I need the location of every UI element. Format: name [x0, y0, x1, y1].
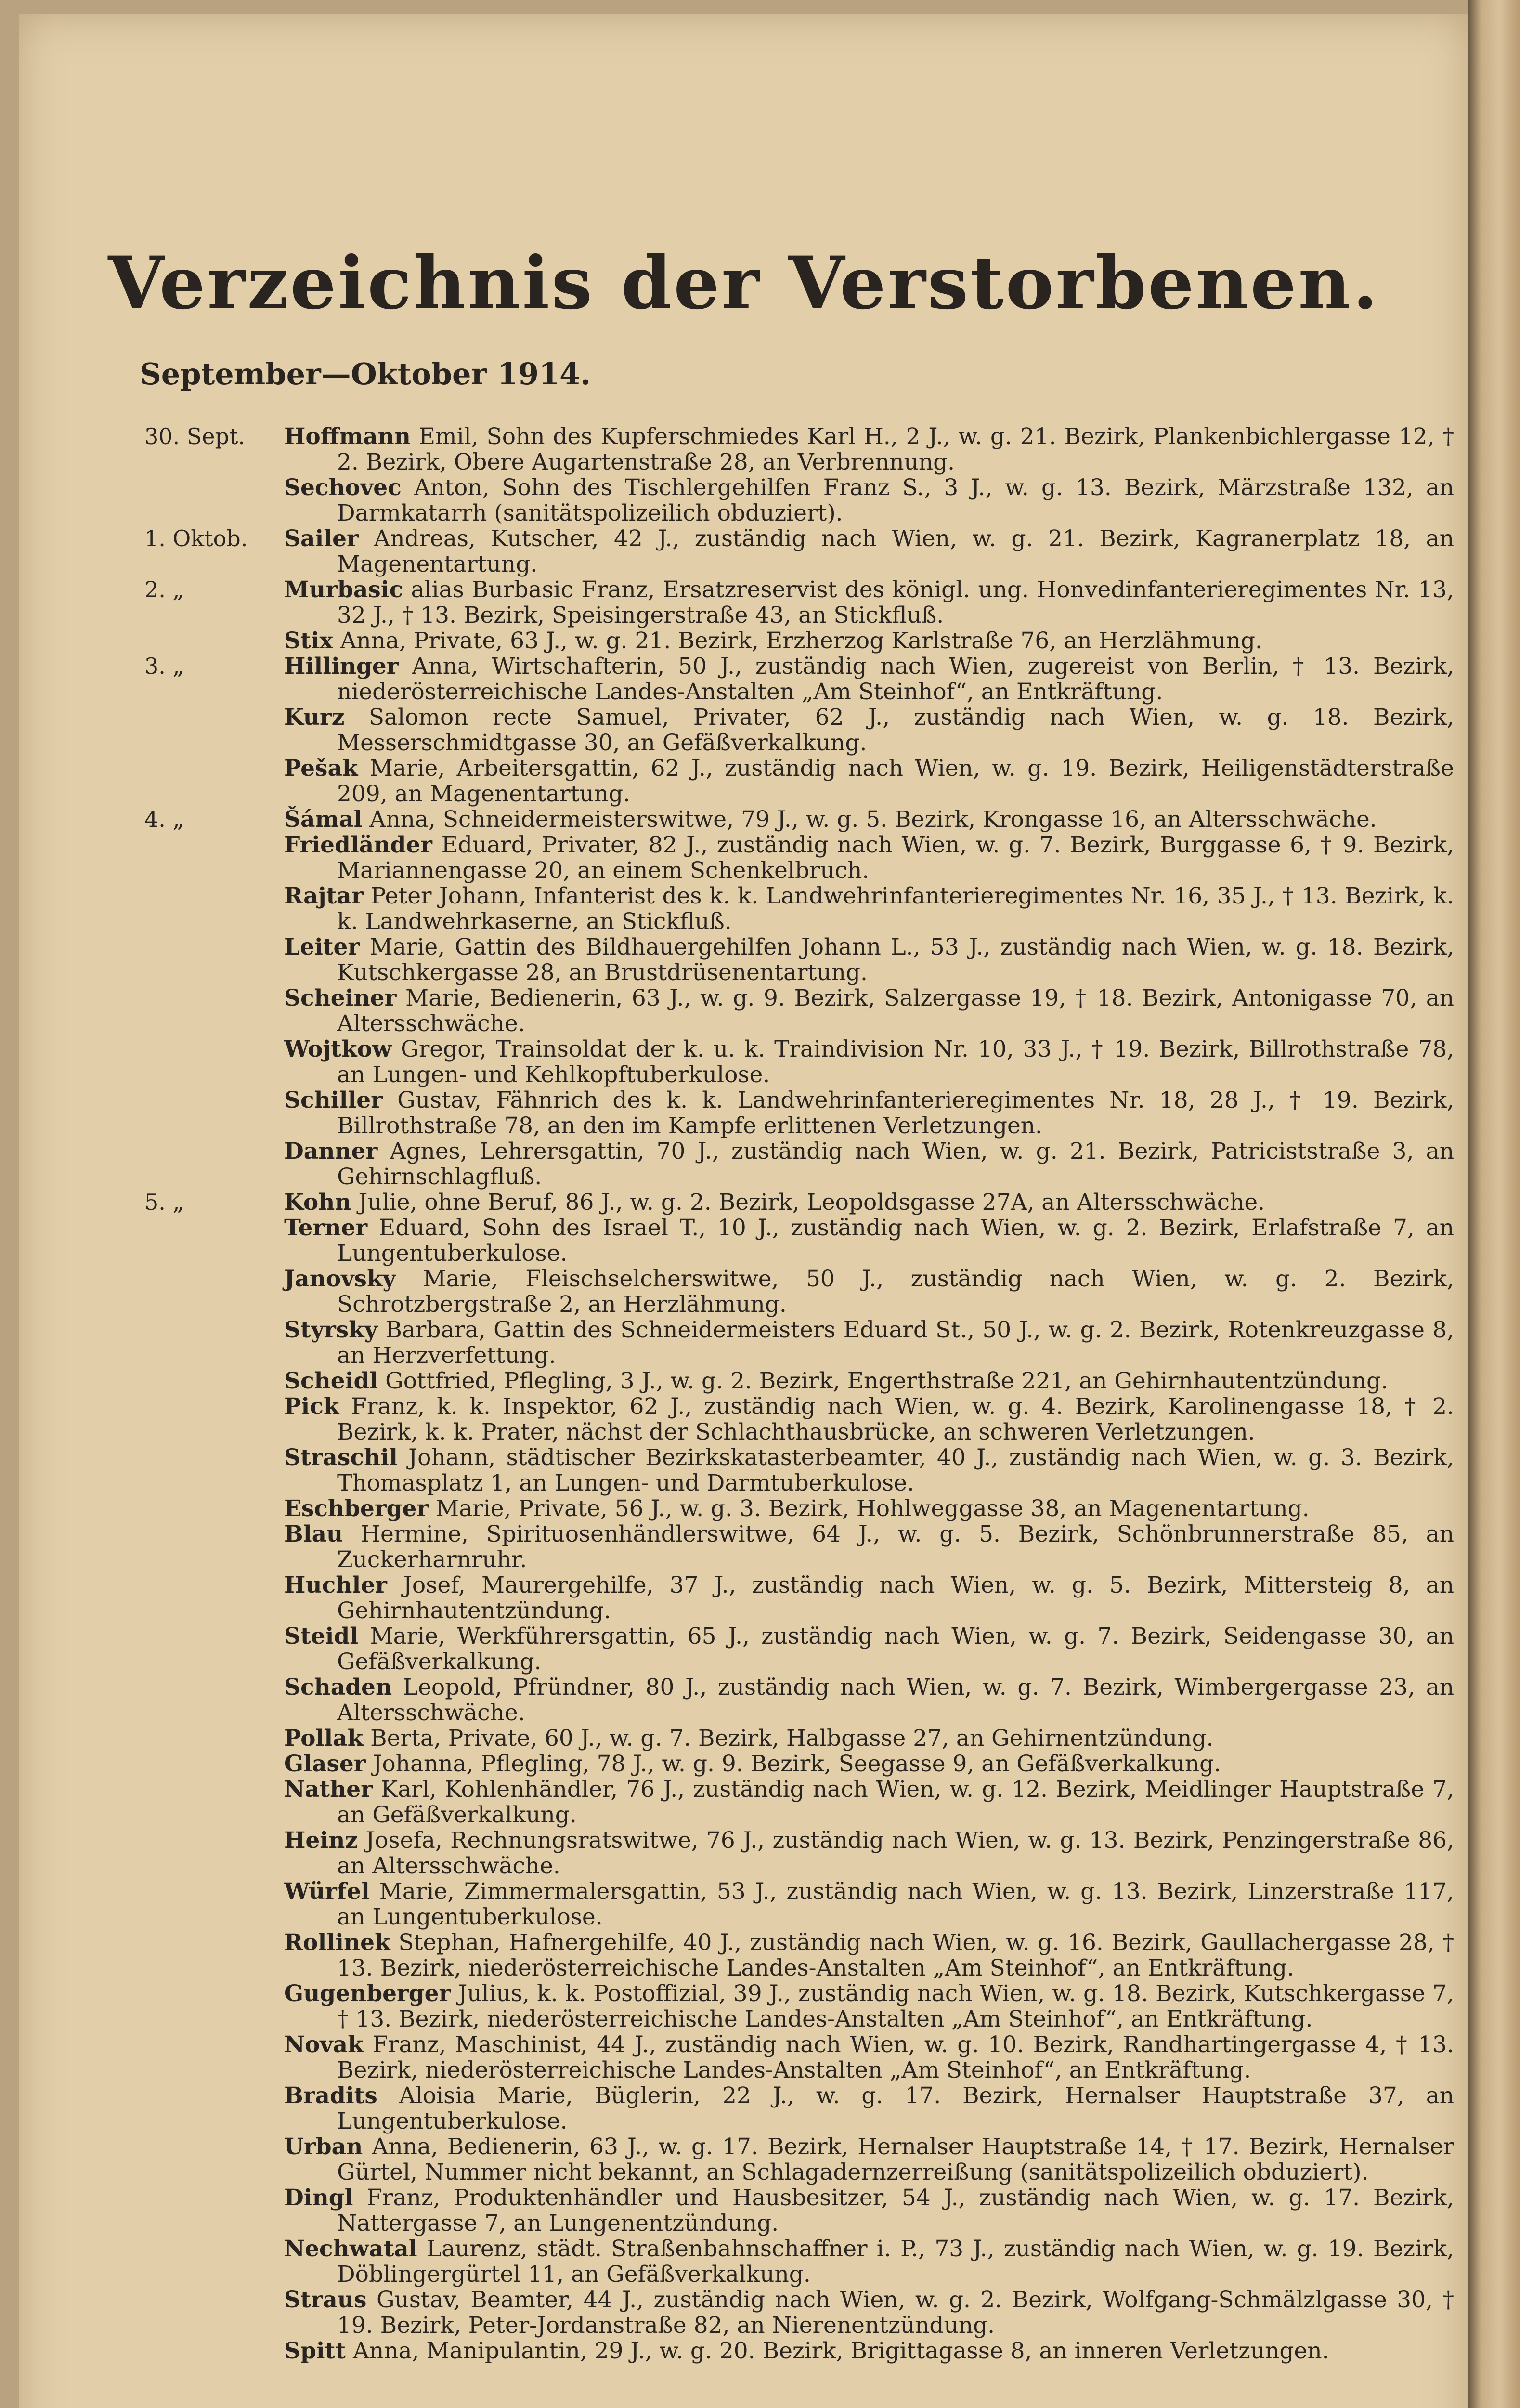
entry-details: Agnes, Lehrersgattin, 70 J., zuständig nach Wien, w. g. 21. Bezirk, Patriciststraße 3, an Gehirnschlagfluß. — [337, 1138, 1454, 1190]
list-item — [140, 832, 1454, 883]
entry-date: 4. „ — [144, 806, 184, 832]
entry-name: Kohn — [284, 1189, 351, 1216]
entry-details: Berta, Private, 60 J., w. g. 7. Bezirk, Halbgasse 27, an Gehirnentzündung. — [370, 1725, 1214, 1752]
entry-details: Andreas, Kutscher, 42 J., zuständig nach Wien, w. g. 21. Bezirk, Kagranerplatz 18, an Magenentartung. — [337, 525, 1454, 577]
list-item — [140, 654, 1454, 705]
list-item — [140, 807, 1454, 832]
entry-text — [284, 424, 1454, 475]
entry-name: Pick — [284, 1393, 339, 1420]
entry-text — [284, 1496, 1454, 1521]
entry-name: Terner — [284, 1215, 368, 1241]
list-item — [140, 2134, 1454, 2185]
entry-text — [284, 1139, 1454, 1190]
entry-name: Schaden — [284, 1674, 392, 1701]
list-item — [140, 2338, 1454, 2364]
list-item — [140, 1828, 1454, 1879]
entry-text — [284, 1879, 1454, 1930]
entry-details: Gottfried, Pflegling, 3 J., w. g. 2. Bezirk, Engerthstraße 221, an Gehirnhautentzündung. — [385, 1368, 1389, 1394]
entry-text — [284, 1087, 1454, 1139]
entry-name: Straus — [284, 2287, 367, 2313]
entry-date: 3. „ — [144, 653, 184, 679]
entry-text — [284, 883, 1454, 934]
list-item — [140, 2287, 1454, 2338]
list-item — [140, 1087, 1454, 1139]
entry-details: Gustav, Fähnrich des k. k. Landwehrinfanterieregimentes Nr. 18, 28 J., † 19. Bezirk, Billrothstraße 78, an den im Kampfe erlittenen Verletzungen. — [337, 1087, 1454, 1139]
entry-details: Salomon recte Samuel, Privater, 62 J., zuständig nach Wien, w. g. 18. Bezirk, Messerschmidtgasse 30, an Gefäßverkalkung. — [337, 704, 1454, 756]
entry-name: Würfel — [284, 1878, 370, 1905]
list-item — [140, 2032, 1454, 2083]
entry-details: Marie, Fleischselcherswitwe, 50 J., zuständig nach Wien, w. g. 2. Bezirk, Schrotzbergstraße 2, an Herzlähmung. — [337, 1266, 1454, 1318]
list-item — [140, 1726, 1454, 1751]
entry-name: Murbasic — [284, 576, 403, 603]
entry-details: Emil, Sohn des Kupferschmiedes Karl H., 2 J., w. g. 21. Bezirk, Plankenbichlergasse 12, † 2. Bezirk, Obere Augartenstraße 28, an Verbrennung. — [337, 423, 1454, 475]
list-item — [140, 1394, 1454, 1445]
entry-name: Blau — [284, 1521, 343, 1547]
entry-text — [284, 577, 1454, 628]
entry-text — [284, 628, 1454, 654]
entry-text — [284, 1981, 1454, 2032]
entry-name: Nechwatal — [284, 2236, 417, 2262]
entry-details: Stephan, Hafnergehilfe, 40 J., zuständig nach Wien, w. g. 16. Bezirk, Gaullachergasse 28, † 13. Bezirk, niederösterreichische Landes-Anstalten „Am Steinhof“, an Entkräftung. — [337, 1929, 1454, 1981]
list-item — [140, 577, 1454, 628]
entry-details: Marie, Bedienerin, 63 J., w. g. 9. Bezirk, Salzergasse 19, † 18. Bezirk, Antonigasse 70, an Altersschwäche. — [337, 985, 1454, 1037]
list-item — [140, 1266, 1454, 1317]
entry-details: Eduard, Privater, 82 J., zuständig nach Wien, w. g. 7. Bezirk, Burggasse 6, † 9. Bezirk, Mariannengasse 20, an einem Schenkelbruch. — [337, 832, 1454, 884]
list-item — [140, 2083, 1454, 2134]
entry-text — [284, 934, 1454, 985]
entry-name: Schiller — [284, 1087, 383, 1113]
entry-text — [284, 2032, 1454, 2083]
entry-name: Dingl — [284, 2185, 353, 2211]
list-item — [140, 1572, 1454, 1623]
entry-text — [284, 1623, 1454, 1675]
entry-text — [284, 654, 1454, 705]
entry-name: Nather — [284, 1776, 373, 1803]
entry-name: Rajtar — [284, 883, 364, 909]
entry-text — [284, 2287, 1454, 2338]
entry-details: Anton, Sohn des Tischlergehilfen Franz S., 3 J., w. g. 13. Bezirk, Märzstraße 132, an Darmkatarrh (sanitätspolizeilich obduziert). — [337, 474, 1454, 526]
entry-text — [284, 1828, 1454, 1879]
entry-name: Leiter — [284, 934, 360, 960]
entry-details: Gregor, Trainsoldat der k. u. k. Traindivision Nr. 10, 33 J., † 19. Bezirk, Billrothstraße 78, an Lungen- und Kehlkopftuberkulose. — [337, 1036, 1454, 1088]
entry-text — [284, 526, 1454, 577]
entry-text — [284, 1190, 1454, 1215]
entry-details: Laurenz, städt. Straßenbahnschaffner i. P., 73 J., zuständig nach Wien, w. g. 19. Bezirk, Döblingergürtel 11, an Gefäßverkalkung. — [337, 2236, 1454, 2288]
entry-details: Josef, Maurergehilfe, 37 J., zuständig nach Wien, w. g. 5. Bezirk, Mittersteig 8, an Gehirnhautentzündung. — [337, 1572, 1454, 1624]
document-page — [19, 14, 1468, 2408]
list-item — [140, 883, 1454, 934]
list-item — [140, 1623, 1454, 1675]
entry-name: Gugenberger — [284, 1980, 451, 2007]
entry-details: Marie, Zimmermalersgattin, 53 J., zuständig nach Wien, w. g. 13. Bezirk, Linzerstraße 117, an Lungentuberkulose. — [337, 1878, 1454, 1930]
list-item — [140, 1036, 1454, 1087]
entry-details: Barbara, Gattin des Schneidermeisters Eduard St., 50 J., w. g. 2. Bezirk, Rotenkreuzgasse 8, an Herzverfettung. — [337, 1317, 1454, 1369]
list-item — [140, 1317, 1454, 1368]
entry-details: Anna, Schneidermeisterswitwe, 79 J., w. g. 5. Bezirk, Krongasse 16, an Altersschwäche. — [369, 806, 1377, 833]
list-item — [140, 2236, 1454, 2287]
list-item — [140, 934, 1454, 985]
entry-details: Marie, Private, 56 J., w. g. 3. Bezirk, Hohlweggasse 38, an Magenentartung. — [436, 1495, 1310, 1522]
entry-name: Scheiner — [284, 985, 397, 1011]
entry-details: Anna, Private, 63 J., w. g. 21. Bezirk, Erzherzog Karlstraße 76, an Herzlähmung. — [340, 628, 1262, 654]
list-item — [140, 756, 1454, 807]
entry-text — [284, 1036, 1454, 1087]
entry-text — [284, 2236, 1454, 2287]
entry-date: 5. „ — [144, 1189, 184, 1215]
list-item — [140, 705, 1454, 756]
entry-text — [284, 1266, 1454, 1317]
entry-details: Josefa, Rechnungsratswitwe, 76 J., zuständig nach Wien, w. g. 13. Bezirk, Penzingerstraße 86, an Altersschwäche. — [337, 1827, 1454, 1879]
entry-name: Pešak — [284, 755, 358, 782]
entry-date: 30. Sept. — [144, 423, 246, 449]
entry-text — [284, 1777, 1454, 1828]
entry-name: Šámal — [284, 806, 363, 833]
entry-name: Bradits — [284, 2082, 377, 2109]
entry-text — [284, 2083, 1454, 2134]
entry-text — [284, 1572, 1454, 1623]
entry-details: Franz, Produktenhändler und Hausbesitzer, 54 J., zuständig nach Wien, w. g. 17. Bezirk, Nattergasse 7, an Lungenentzündung. — [337, 2185, 1454, 2237]
entry-name: Pollak — [284, 1725, 364, 1752]
entry-name: Styrsky — [284, 1317, 378, 1343]
entry-text — [284, 1215, 1454, 1266]
entry-details: Aloisia Marie, Büglerin, 22 J., w. g. 17. Bezirk, Hernalser Hauptstraße 37, an Lungentuberkulose. — [337, 2082, 1454, 2134]
entry-name: Sechovec — [284, 474, 402, 501]
entry-details: Anna, Manipulantin, 29 J., w. g. 20. Bezirk, Brigittagasse 8, an inneren Verletzungen. — [353, 2338, 1329, 2364]
list-item — [140, 1190, 1454, 1215]
list-item — [140, 1139, 1454, 1190]
entry-name: Friedländer — [284, 832, 432, 858]
entry-name: Hillinger — [284, 653, 399, 680]
entry-name: Glaser — [284, 1751, 366, 1777]
entry-name: Wojtkow — [284, 1036, 392, 1062]
entry-details: Eduard, Sohn des Israel T., 10 J., zuständig nach Wien, w. g. 2. Bezirk, Erlafstraße 7, an Lungentuberkulose. — [337, 1215, 1454, 1267]
entry-text — [284, 1317, 1454, 1368]
entry-text — [284, 2134, 1454, 2185]
entry-name: Danner — [284, 1138, 378, 1165]
entry-details: Franz, k. k. Inspektor, 62 J., zuständig nach Wien, w. g. 4. Bezirk, Karolinengasse 18, † 2. Bezirk, k. k. Prater, nächst der Schlachthausbrücke, an schweren Verletzungen. — [337, 1393, 1454, 1445]
list-item — [140, 1521, 1454, 1572]
entry-name: Hoffmann — [284, 423, 411, 450]
entry-name: Kurz — [284, 704, 345, 731]
entry-name: Straschil — [284, 1444, 398, 1471]
entry-name: Steidl — [284, 1623, 359, 1649]
list-item — [140, 1930, 1454, 1981]
entry-text — [284, 1394, 1454, 1445]
entry-name: Spitt — [284, 2338, 346, 2364]
list-item — [140, 424, 1454, 475]
entry-details: alias Burbasic Franz, Ersatzreservist des königl. ung. Honvedinfanterieregimentes Nr. 13, 32 J., † 13. Bezirk, Speisingerstraße 43, an Stickfluß. — [337, 576, 1454, 628]
entry-text — [284, 832, 1454, 883]
entry-details: Karl, Kohlenhändler, 76 J., zuständig nach Wien, w. g. 12. Bezirk, Meidlinger Hauptstraße 7, an Gefäßverkalkung. — [337, 1776, 1454, 1828]
entry-text — [284, 475, 1454, 526]
list-item — [140, 1215, 1454, 1266]
entry-text — [284, 985, 1454, 1036]
entry-text — [284, 756, 1454, 807]
entry-text — [284, 1445, 1454, 1496]
page-title: Verzeichnis der Verstorbenen. — [108, 241, 1380, 326]
list-item — [140, 1675, 1454, 1726]
entry-name: Novak — [284, 2031, 364, 2058]
entry-name: Stix — [284, 628, 333, 654]
list-item — [140, 1981, 1454, 2032]
entry-details: Franz, Maschinist, 44 J., zuständig nach Wien, w. g. 10. Bezirk, Randhartingergasse 4, † 13. Bezirk, niederösterreichische Landes-Anstalten „Am Steinhof“, an Entkräftung. — [337, 2031, 1454, 2083]
list-item — [140, 628, 1454, 654]
list-item — [140, 1879, 1454, 1930]
list-item — [140, 1445, 1454, 1496]
entry-details: Marie, Werkführersgattin, 65 J., zuständig nach Wien, w. g. 7. Bezirk, Seidengasse 30, an Gefäßverkalkung. — [337, 1623, 1454, 1675]
entry-text — [284, 1675, 1454, 1726]
entry-details: Anna, Wirtschafterin, 50 J., zuständig nach Wien, zugereist von Berlin, † 13. Bezirk, niederösterreichische Landes-Anstalten „Am Steinhof“, an Entkräftung. — [337, 653, 1454, 705]
entry-details: Marie, Arbeitersgattin, 62 J., zuständig nach Wien, w. g. 19. Bezirk, Heiligenstädterstraße 209, an Magenentartung. — [337, 755, 1454, 807]
entry-name: Eschberger — [284, 1495, 429, 1522]
entry-details: Johann, städtischer Bezirkskatasterbeamter, 40 J., zuständig nach Wien, w. g. 3. Bezirk, Thomasplatz 1, an Lungen- und Darmtuberkulose. — [337, 1444, 1454, 1496]
list-item — [140, 985, 1454, 1036]
entry-date: 2. „ — [144, 576, 184, 602]
entry-name: Urban — [284, 2133, 363, 2160]
list-item — [140, 1751, 1454, 1777]
list-item — [140, 2185, 1454, 2236]
entry-details: Julie, ohne Beruf, 86 J., w. g. 2. Bezirk, Leopoldsgasse 27A, an Altersschwäche. — [358, 1189, 1265, 1216]
list-item — [140, 1496, 1454, 1521]
entry-details: Gustav, Beamter, 44 J., zuständig nach Wien, w. g. 2. Bezirk, Wolfgang-Schmälzlgasse 30, † 19. Bezirk, Peter-Jordanstraße 82, an Nierenentzündung. — [337, 2287, 1454, 2339]
entry-date: 1. Oktob. — [144, 525, 248, 551]
entry-text — [284, 2185, 1454, 2236]
period-heading: September—Oktober 1914. — [140, 356, 591, 392]
entry-details: Anna, Bedienerin, 63 J., w. g. 17. Bezirk, Hernalser Hauptstraße 14, † 17. Bezirk, Hernalser Gürtel, Nummer nicht bekannt, an Schlagadernzerreißung (sanitätspolizeilich obduziert). — [337, 2133, 1454, 2186]
death-register-list — [140, 424, 1454, 2364]
entry-details: Hermine, Spirituosenhändlerswitwe, 64 J., w. g. 5. Bezirk, Schönbrunnerstraße 85, an Zuckerharnruhr. — [337, 1521, 1454, 1573]
list-item — [140, 1777, 1454, 1828]
entry-details: Peter Johann, Infanterist des k. k. Landwehrinfanterieregimentes Nr. 16, 35 J., † 13. Bezirk, k. k. Landwehrkaserne, an Stickfluß. — [337, 883, 1454, 935]
entry-details: Johanna, Pflegling, 78 J., w. g. 9. Bezirk, Seegasse 9, an Gefäßverkalkung. — [373, 1751, 1221, 1777]
list-item — [140, 475, 1454, 526]
entry-name: Heinz — [284, 1827, 358, 1854]
entry-name: Scheidl — [284, 1368, 378, 1394]
entry-text — [284, 705, 1454, 756]
entry-name: Sailer — [284, 525, 359, 552]
adjacent-page-edge — [1468, 0, 1520, 2408]
entry-text — [284, 1726, 1454, 1751]
list-item — [140, 526, 1454, 577]
entry-text — [284, 2338, 1454, 2364]
entry-details: Marie, Gattin des Bildhauergehilfen Johann L., 53 J., zuständig nach Wien, w. g. 18. Bezirk, Kutschkergasse 28, an Brustdrüsenentartung. — [337, 934, 1454, 986]
entry-name: Rollinek — [284, 1929, 390, 1956]
entry-text — [284, 807, 1454, 832]
entry-text — [284, 1521, 1454, 1572]
entry-name: Huchler — [284, 1572, 387, 1598]
entry-text — [284, 1930, 1454, 1981]
entry-name: Janovsky — [284, 1266, 396, 1292]
list-item — [140, 1368, 1454, 1394]
entry-details: Julius, k. k. Postoffizial, 39 J., zuständig nach Wien, w. g. 18. Bezirk, Kutschkergasse 7, † 13. Bezirk, niederösterreichische Landes-Anstalten „Am Steinhof“, an Entkräftung. — [337, 1980, 1454, 2032]
entry-text — [284, 1368, 1454, 1394]
entry-text — [284, 1751, 1454, 1777]
entry-details: Leopold, Pfründner, 80 J., zuständig nach Wien, w. g. 7. Bezirk, Wimbergergasse 23, an Altersschwäche. — [337, 1674, 1454, 1726]
